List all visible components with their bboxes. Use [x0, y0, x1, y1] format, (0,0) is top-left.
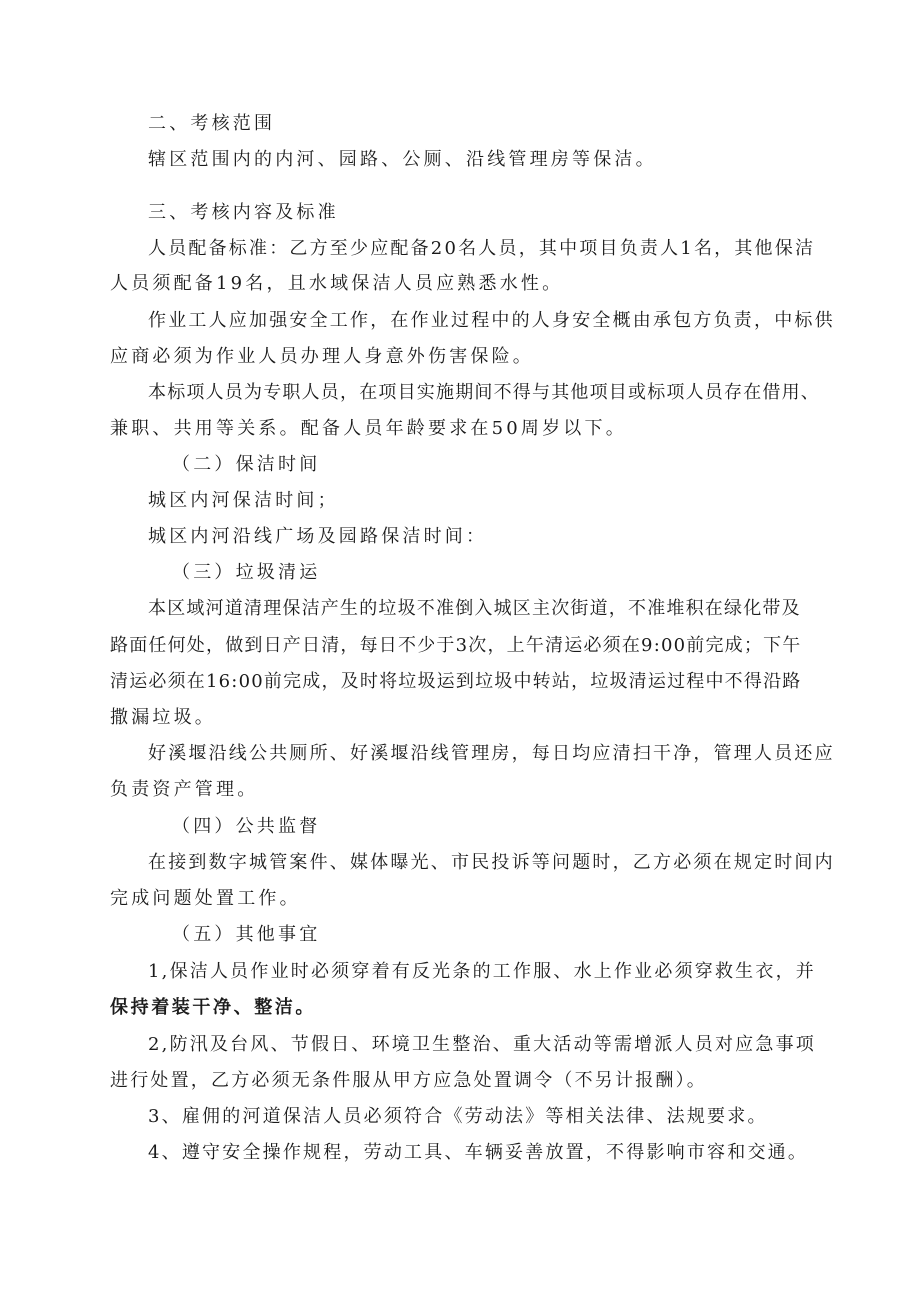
list-item-continuation: 保持着装干净、整洁。 — [110, 997, 316, 1018]
section-2-title: 二、考核范围 — [148, 113, 276, 134]
paragraph-line: 人员配备标准：乙方至少应配备20名人员，其中项目负责人1名，其他保洁 — [148, 238, 816, 259]
paragraph-line: 清运必须在16:00前完成，及时将垃圾运到垃圾中转站，垃圾清运过程中不得沿路 — [110, 671, 802, 692]
paragraph-line: 撒漏垃圾。 — [110, 707, 216, 728]
list-item: 1,保洁人员作业时必须穿着有反光条的工作服、水上作业必须穿救生衣，并 — [148, 961, 816, 982]
paragraph-line: 城区内河沿线广场及园路保洁时间： — [148, 526, 488, 547]
paragraph-line: 应商必须为作业人员办理人身意外伤害保险。 — [110, 346, 534, 367]
paragraph-line: 好溪堰沿线公共厕所、好溪堰沿线管理房，每日均应清扫干净，管理人员还应 — [148, 743, 835, 764]
subsection-3-title: （三）垃圾清运 — [172, 562, 321, 583]
paragraph-line: 人员须配备19名，且水域保洁人员应熟悉水性。 — [110, 273, 564, 294]
paragraph-line: 负责资产管理。 — [110, 779, 259, 800]
subsection-5-title: （五）其他事宜 — [172, 924, 321, 945]
list-item-continuation: 进行处置，乙方必须无条件服从甲方应急处置调令（不另计报酬）。 — [110, 1070, 707, 1091]
paragraph-line: 完成问题处置工作。 — [110, 888, 301, 909]
paragraph-line: 城区内河保洁时间； — [148, 490, 339, 511]
paragraph-line: 在接到数字城管案件、媒体曝光、市民投诉等问题时，乙方必须在规定时间内 — [148, 852, 835, 873]
list-item: 2,防汛及台风、节假日、环境卫生整治、重大活动等需增派人员对应急事项 — [148, 1034, 816, 1055]
paragraph-line: 本区域河道清理保洁产生的垃圾不准倒入城区主次街道，不准堆积在绿化带及 — [148, 598, 801, 619]
paragraph-line: 作业工人应加强安全工作，在作业过程中的人身安全概由承包方负责，中标供 — [148, 310, 835, 331]
paragraph-line: 路面任何处，做到日产日清，每日不少于3次，上午清运必须在9:00前完成；下午 — [110, 635, 802, 656]
list-item: 4、遵守安全操作规程，劳动工具、车辆妥善放置，不得影响市容和交通。 — [148, 1142, 809, 1163]
section-3-title: 三、考核内容及标准 — [148, 202, 339, 223]
subsection-4-title: （四）公共监督 — [172, 816, 321, 837]
paragraph-line: 本标项人员为专职人员，在项目实施期间不得与其他项目或标项人员存在借用、 — [148, 382, 820, 403]
paragraph-line: 兼职、共用等关系。配备人员年龄要求在50周岁以下。 — [110, 418, 627, 439]
list-item: 3、雇佣的河道保洁人员必须符合《劳动法》等相关法律、法规要求。 — [148, 1106, 768, 1127]
subsection-2-title: （二）保洁时间 — [172, 454, 321, 475]
section-2-body: 辖区范围内的内河、园路、公厕、沿线管理房等保洁。 — [148, 149, 657, 170]
